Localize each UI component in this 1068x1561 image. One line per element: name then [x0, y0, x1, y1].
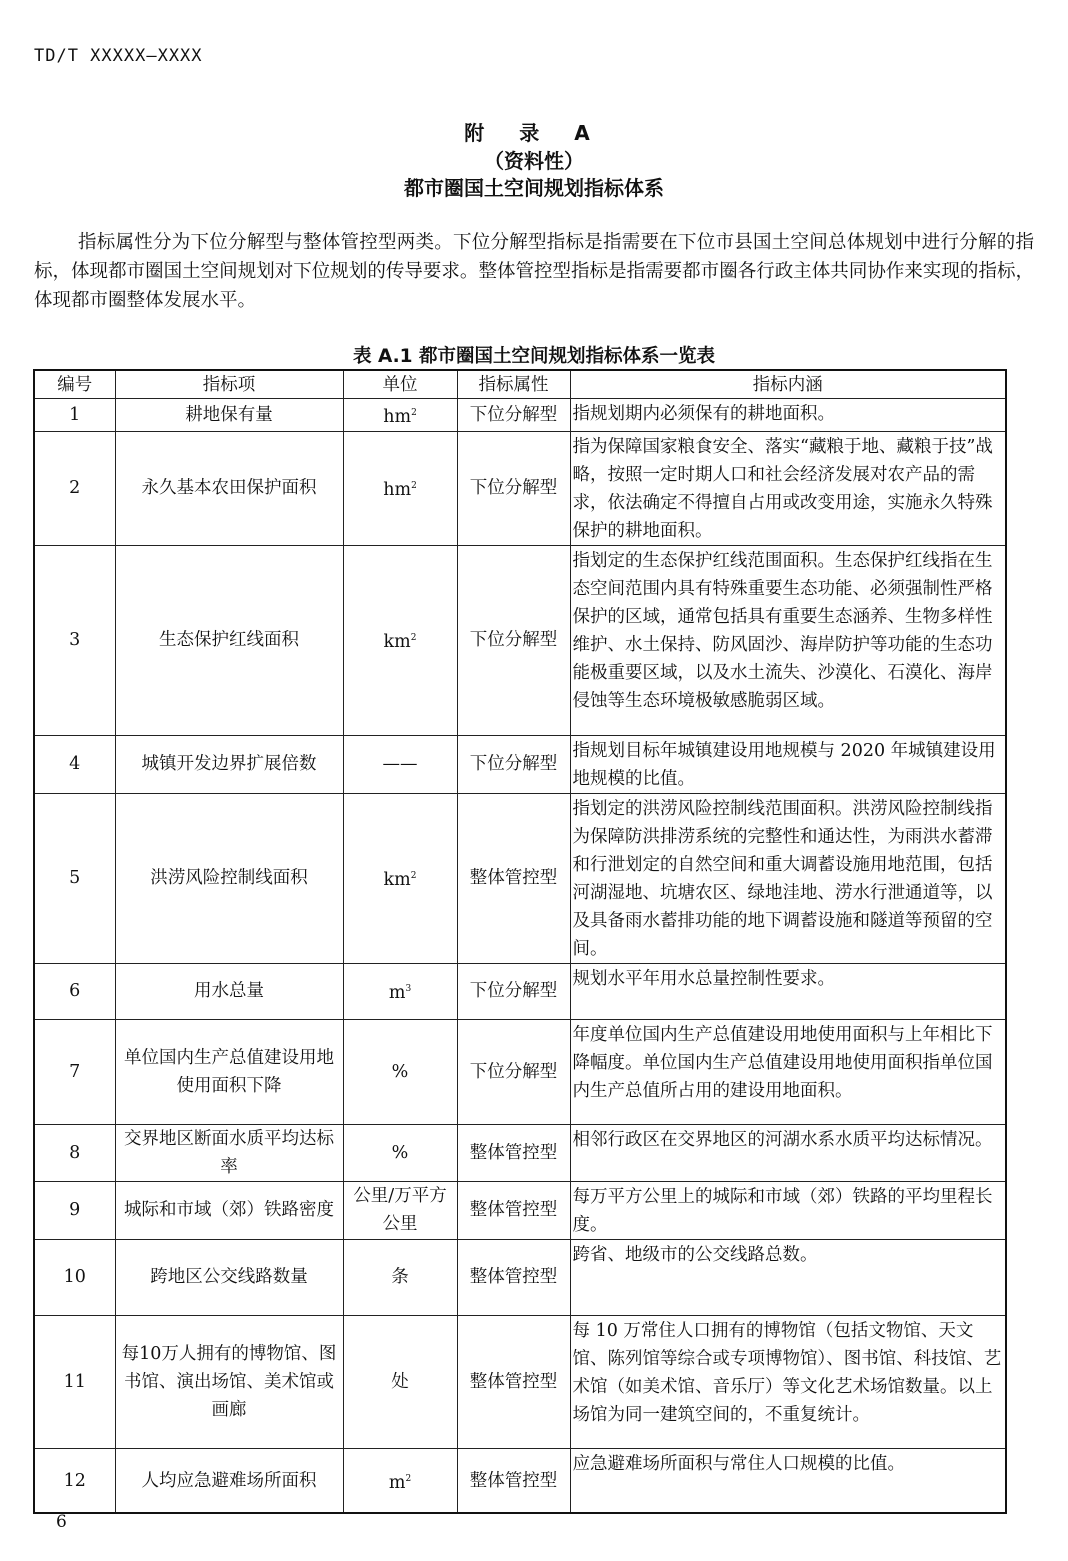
table-row: [34, 1239, 1006, 1315]
table-row: [34, 1124, 1006, 1181]
cell-no: 7: [34, 1019, 115, 1124]
cell-desc: 指规划期内必须保有的耕地面积。: [570, 399, 1006, 432]
cell-no: 2: [34, 431, 115, 545]
indicator-table: [33, 369, 1007, 1514]
unit-base: km: [383, 870, 411, 891]
cell-desc: 相邻行政区在交界地区的河湖水系水质平均达标情况。: [570, 1124, 1006, 1181]
appendix-title: 附 录 A: [464, 121, 604, 145]
cell-item: 用水总量: [115, 963, 343, 1019]
cell-desc: 规划水平年用水总量控制性要求。: [570, 963, 1006, 1019]
cell-item: 每10万人拥有的博物馆、图书馆、演出场馆、美术馆或画廊: [115, 1315, 343, 1448]
cell-item: 人均应急避难场所面积: [115, 1448, 343, 1513]
cell-no: 4: [34, 735, 115, 793]
page-number: 6: [56, 1512, 67, 1532]
cell-unit: [343, 735, 457, 793]
unit-base: hm: [383, 406, 412, 427]
cell-no: 11: [34, 1315, 115, 1448]
document-code: TD/T XXXXX—XXXX: [34, 46, 203, 66]
cell-no: 3: [34, 545, 115, 735]
cell-desc: 年度单位国内生产总值建设用地使用面积与上年相比下降幅度。单位国内生产总值建设用地使用面积指单位国内生产总值所占用的建设用地面积。: [570, 1019, 1006, 1124]
unit-superscript: 2: [410, 871, 417, 882]
cell-item: 城镇开发边界扩展倍数: [115, 735, 343, 793]
unit-superscript: 2: [411, 481, 417, 492]
table-row: [34, 735, 1006, 793]
cell-item: 城际和市域（郊）铁路密度: [115, 1181, 343, 1239]
header-attr: 指标属性: [457, 370, 570, 399]
table-header-row: [34, 370, 1006, 399]
cell-attr: 整体管控型: [457, 1315, 570, 1448]
unit-base: 条: [391, 1267, 409, 1288]
cell-no: 6: [34, 963, 115, 1019]
table-row: [34, 1181, 1006, 1239]
unit-base: %: [391, 1142, 409, 1163]
table-row: [34, 431, 1006, 545]
cell-unit: [343, 1448, 457, 1513]
cell-no: 5: [34, 793, 115, 963]
table-row: [34, 793, 1006, 963]
cell-attr: 下位分解型: [457, 735, 570, 793]
cell-desc: 每万平方公里上的城际和市域（郊）铁路的平均里程长度。: [570, 1181, 1006, 1239]
cell-attr: 整体管控型: [457, 1124, 570, 1181]
cell-attr: 整体管控型: [457, 1239, 570, 1315]
cell-item: 生态保护红线面积: [115, 545, 343, 735]
cell-attr: 下位分解型: [457, 963, 570, 1019]
table-row: [34, 1019, 1006, 1124]
cell-unit: [343, 545, 457, 735]
table-row: [34, 545, 1006, 735]
cell-attr: 下位分解型: [457, 545, 570, 735]
cell-unit: [343, 1315, 457, 1448]
cell-item: 耕地保有量: [115, 399, 343, 432]
cell-unit: [343, 399, 457, 432]
header-item: 指标项: [115, 370, 343, 399]
header-unit: 单位: [343, 370, 457, 399]
cell-attr: 整体管控型: [457, 793, 570, 963]
unit-base: m: [388, 1472, 406, 1493]
cell-item: 洪涝风险控制线面积: [115, 793, 343, 963]
unit-superscript: 3: [405, 984, 412, 995]
cell-item: 交界地区断面水质平均达标率: [115, 1124, 343, 1181]
cell-desc: 应急避难场所面积与常住人口规模的比值。: [570, 1448, 1006, 1513]
cell-attr: 下位分解型: [457, 431, 570, 545]
intro-paragraph: 指标属性分为下位分解型与整体管控型两类。下位分解型指标是指需要在下位市县国土空间总体规划中进行分解的指标，体现都市圈国土空间规划对下位规划的传导要求。整体管控型指标是指需要都市圈各行政主体共同协作来实现的指标，体现都市圈整体发展水平。: [34, 232, 1034, 311]
cell-no: 1: [34, 399, 115, 432]
cell-no: 8: [34, 1124, 115, 1181]
cell-unit: [343, 1124, 457, 1181]
unit-base: m: [388, 983, 406, 1004]
cell-unit: [343, 963, 457, 1019]
cell-desc: 指划定的生态保护红线范围面积。生态保护红线指在生态空间范围内具有特殊重要生态功能、必须强制性严格保护的区域，通常包括具有重要生态涵养、生物多样性维护、水土保持、防风固沙、海岸防护等功能的生态功能极重要区域，以及水土流失、沙漠化、石漠化、海岸侵蚀等生态环境极敏感脆弱区域。: [570, 545, 1006, 735]
unit-base: %: [391, 1061, 409, 1082]
cell-no: 9: [34, 1181, 115, 1239]
cell-no: 12: [34, 1448, 115, 1513]
unit-base: 公里/万平方公里: [353, 1186, 447, 1235]
table-row: [34, 1315, 1006, 1448]
cell-item: 永久基本农田保护面积: [115, 431, 343, 545]
unit-base: km: [383, 632, 411, 653]
appendix-subject: 都市圈国土空间规划指标体系: [404, 176, 664, 200]
cell-unit: [343, 1181, 457, 1239]
unit-base: 处: [391, 1371, 409, 1392]
cell-item: 单位国内生产总值建设用地使用面积下降: [115, 1019, 343, 1124]
header-desc: 指标内涵: [570, 370, 1006, 399]
unit-superscript: 2: [410, 633, 417, 644]
table-row: [34, 963, 1006, 1019]
table-row: [34, 399, 1006, 432]
cell-unit: [343, 431, 457, 545]
table-caption: 表 A.1 都市圈国土空间规划指标体系一览表: [353, 346, 715, 367]
cell-desc: 指规划目标年城镇建设用地规模与 2020 年城镇建设用地规模的比值。: [570, 735, 1006, 793]
unit-base: hm: [383, 480, 412, 501]
cell-attr: 下位分解型: [457, 1019, 570, 1124]
cell-unit: [343, 1019, 457, 1124]
cell-desc: 跨省、地级市的公交线路总数。: [570, 1239, 1006, 1315]
unit-base: ——: [382, 754, 418, 775]
cell-item: 跨地区公交线路数量: [115, 1239, 343, 1315]
appendix-nature: （资料性）: [484, 149, 584, 173]
cell-no: 10: [34, 1239, 115, 1315]
cell-desc: 指划定的洪涝风险控制线范围面积。洪涝风险控制线指为保障防洪排涝系统的完整性和通达性，为雨洪水蓄滞和行泄划定的自然空间和重大调蓄设施用地范围，包括河湖湿地、坑塘农区、绿地洼地、涝水行泄通道等，以及具备雨水蓄排功能的地下调蓄设施和隧道等预留的空间。: [570, 793, 1006, 963]
header-no: 编号: [34, 370, 115, 399]
cell-attr: 整体管控型: [457, 1448, 570, 1513]
cell-unit: [343, 1239, 457, 1315]
cell-attr: 下位分解型: [457, 399, 570, 432]
unit-superscript: 2: [405, 1473, 412, 1484]
table-row: [34, 1448, 1006, 1513]
cell-unit: [343, 793, 457, 963]
cell-desc: 每 10 万常住人口拥有的博物馆（包括文物馆、天文馆、陈列馆等综合或专项博物馆）、图书馆、科技馆、艺术馆（如美术馆、音乐厅）等文化艺术场馆数量。以上场馆为同一建筑空间的，不重复统计。: [570, 1315, 1006, 1448]
cell-attr: 整体管控型: [457, 1181, 570, 1239]
unit-superscript: 2: [411, 408, 417, 418]
cell-desc: 指为保障国家粮食安全、落实“藏粮于地、藏粮于技”战略，按照一定时期人口和社会经济发展对农产品的需求，依法确定不得擅自占用或改变用途，实施永久特殊保护的耕地面积。: [570, 431, 1006, 545]
